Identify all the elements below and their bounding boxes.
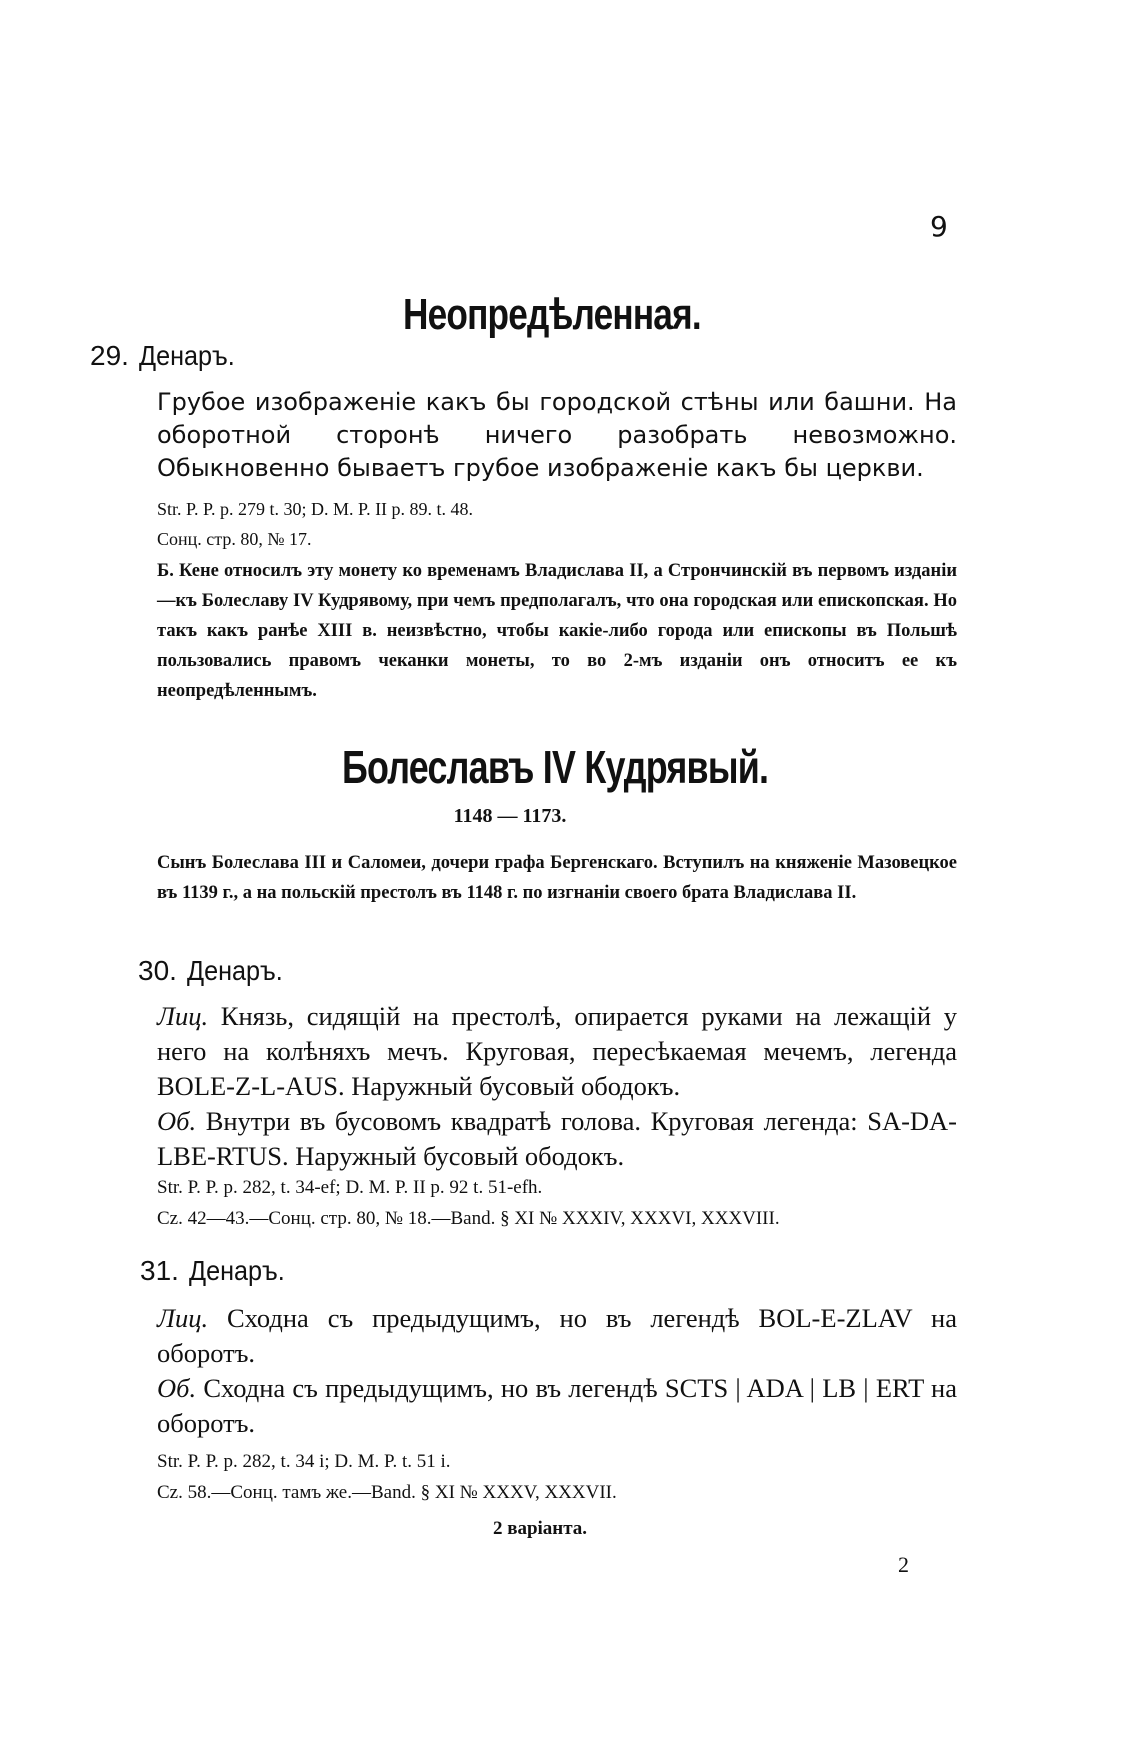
coin-30-reverse xyxy=(157,1104,957,1174)
coin-30-reverse-tag: Об. xyxy=(157,1106,197,1136)
coin-29-reference-line: Str. P. P. p. 279 t. 30; D. M. P. II p. 89. t. 48. xyxy=(157,499,474,519)
coin-30-reference-line: Cz. 42—43.—Сонц. стр. 80, № 18.—Band. § XI № XXXIV, XXXVI, XXXVIII. xyxy=(157,1208,780,1229)
coin-29-number: 29. xyxy=(90,340,129,371)
coin-30-label: Денаръ. xyxy=(186,955,283,986)
coin-29-label: Денаръ. xyxy=(138,340,235,371)
coin-30-obverse-text: Князь, сидящій на престолѣ, опирается руками на лежащій у него на колѣняхъ мечъ. Круговая, пересѣкаемая мечемъ, легенда BOLE-Z-L-AUS. Наружный бусовый ободокъ. xyxy=(157,1001,958,1101)
coin-31-reference-line: Cz. 58.—Сонц. тамъ же.—Band. § XI № XXXV, XXXVII. xyxy=(157,1482,617,1503)
coin-30-reference-line: Str. P. P. p. 282, t. 34-ef; D. M. P. II p. 92 t. 51-efh. xyxy=(157,1177,543,1198)
coin-31-heading xyxy=(140,1255,295,1287)
coin-30-reverse-text: Внутри въ бусовомъ квадратѣ голова. Круговая легенда: SA-DA-LBE-RTUS. Наружный бусовый ободокъ. xyxy=(157,1106,957,1171)
coin-30-obverse xyxy=(157,999,957,1104)
section-title-boleslaw: Болеславъ IV Кудрявый. xyxy=(342,741,769,793)
coin-31-obverse-text: Сходна съ предыдущимъ, но въ легендѣ BOL-E-ZLAV на оборотъ. xyxy=(157,1303,958,1368)
coin-31-obverse xyxy=(157,1301,957,1371)
coin-30-obverse-tag: Лиц. xyxy=(157,1001,209,1031)
coin-29-reference-line: Сонц. стр. 80, № 17. xyxy=(157,529,312,549)
coin-31-reverse-text: Сходна съ предыдущимъ, но въ легендѣ SCTS | ADA | LB | ERT на оборотъ. xyxy=(157,1373,957,1438)
coin-31-variants: 2 варіанта. xyxy=(492,1518,588,1539)
coin-31-obverse-tag: Лиц. xyxy=(157,1303,209,1333)
coin-31-references xyxy=(157,1446,617,1508)
coin-30-references xyxy=(157,1172,780,1234)
coin-29-description: Грубое изображеніе какъ бы городской стѣны или башни. На оборотной сторонѣ ничего разобрать невозможно. Обыкновенно бываетъ грубое изображеніе какъ бы церкви. xyxy=(157,388,957,482)
coin-29-heading xyxy=(90,340,245,372)
signature-mark: 2 xyxy=(898,1552,909,1577)
coin-29-note: Б. Кене относилъ эту монету ко временамъ Владислава II, а Стрончинскій въ первомъ изданіи—къ Болеславу IV Кудрявому, при чемъ предполагалъ, что она городская или епископская. Но такъ какъ ранѣе XIII в. неизвѣстно, чтобы какіе-либо города или епископы въ Польшѣ пользовались правомъ чеканки монеты, то во 2-мъ изданіи онъ относитъ ее къ неопредѣленнымъ. xyxy=(157,561,957,701)
coin-31-label: Денаръ. xyxy=(188,1255,285,1286)
coin-31-number: 31. xyxy=(140,1255,179,1286)
coin-30-heading xyxy=(138,955,293,987)
coin-31-reverse-tag: Об. xyxy=(157,1373,197,1403)
section-title-undetermined: Неопредѣленная. xyxy=(403,290,701,339)
page-number: 9 xyxy=(930,210,948,243)
biography-paragraph: Сынъ Болеслава III и Саломеи, дочери графа Бергенскаго. Вступилъ на княженіе Мазовецкое въ 1139 г., а на польскій престолъ въ 1148 г. по изгнаніи своего брата Владислава II. xyxy=(157,853,957,903)
reign-years: 1148 — 1173. xyxy=(453,805,567,827)
coin-31-reference-line: Str. P. P. p. 282, t. 34 i; D. M. P. t. 51 i. xyxy=(157,1451,451,1472)
coin-29-references xyxy=(157,494,473,554)
coin-31-reverse xyxy=(157,1371,957,1441)
coin-30-number: 30. xyxy=(138,955,177,986)
